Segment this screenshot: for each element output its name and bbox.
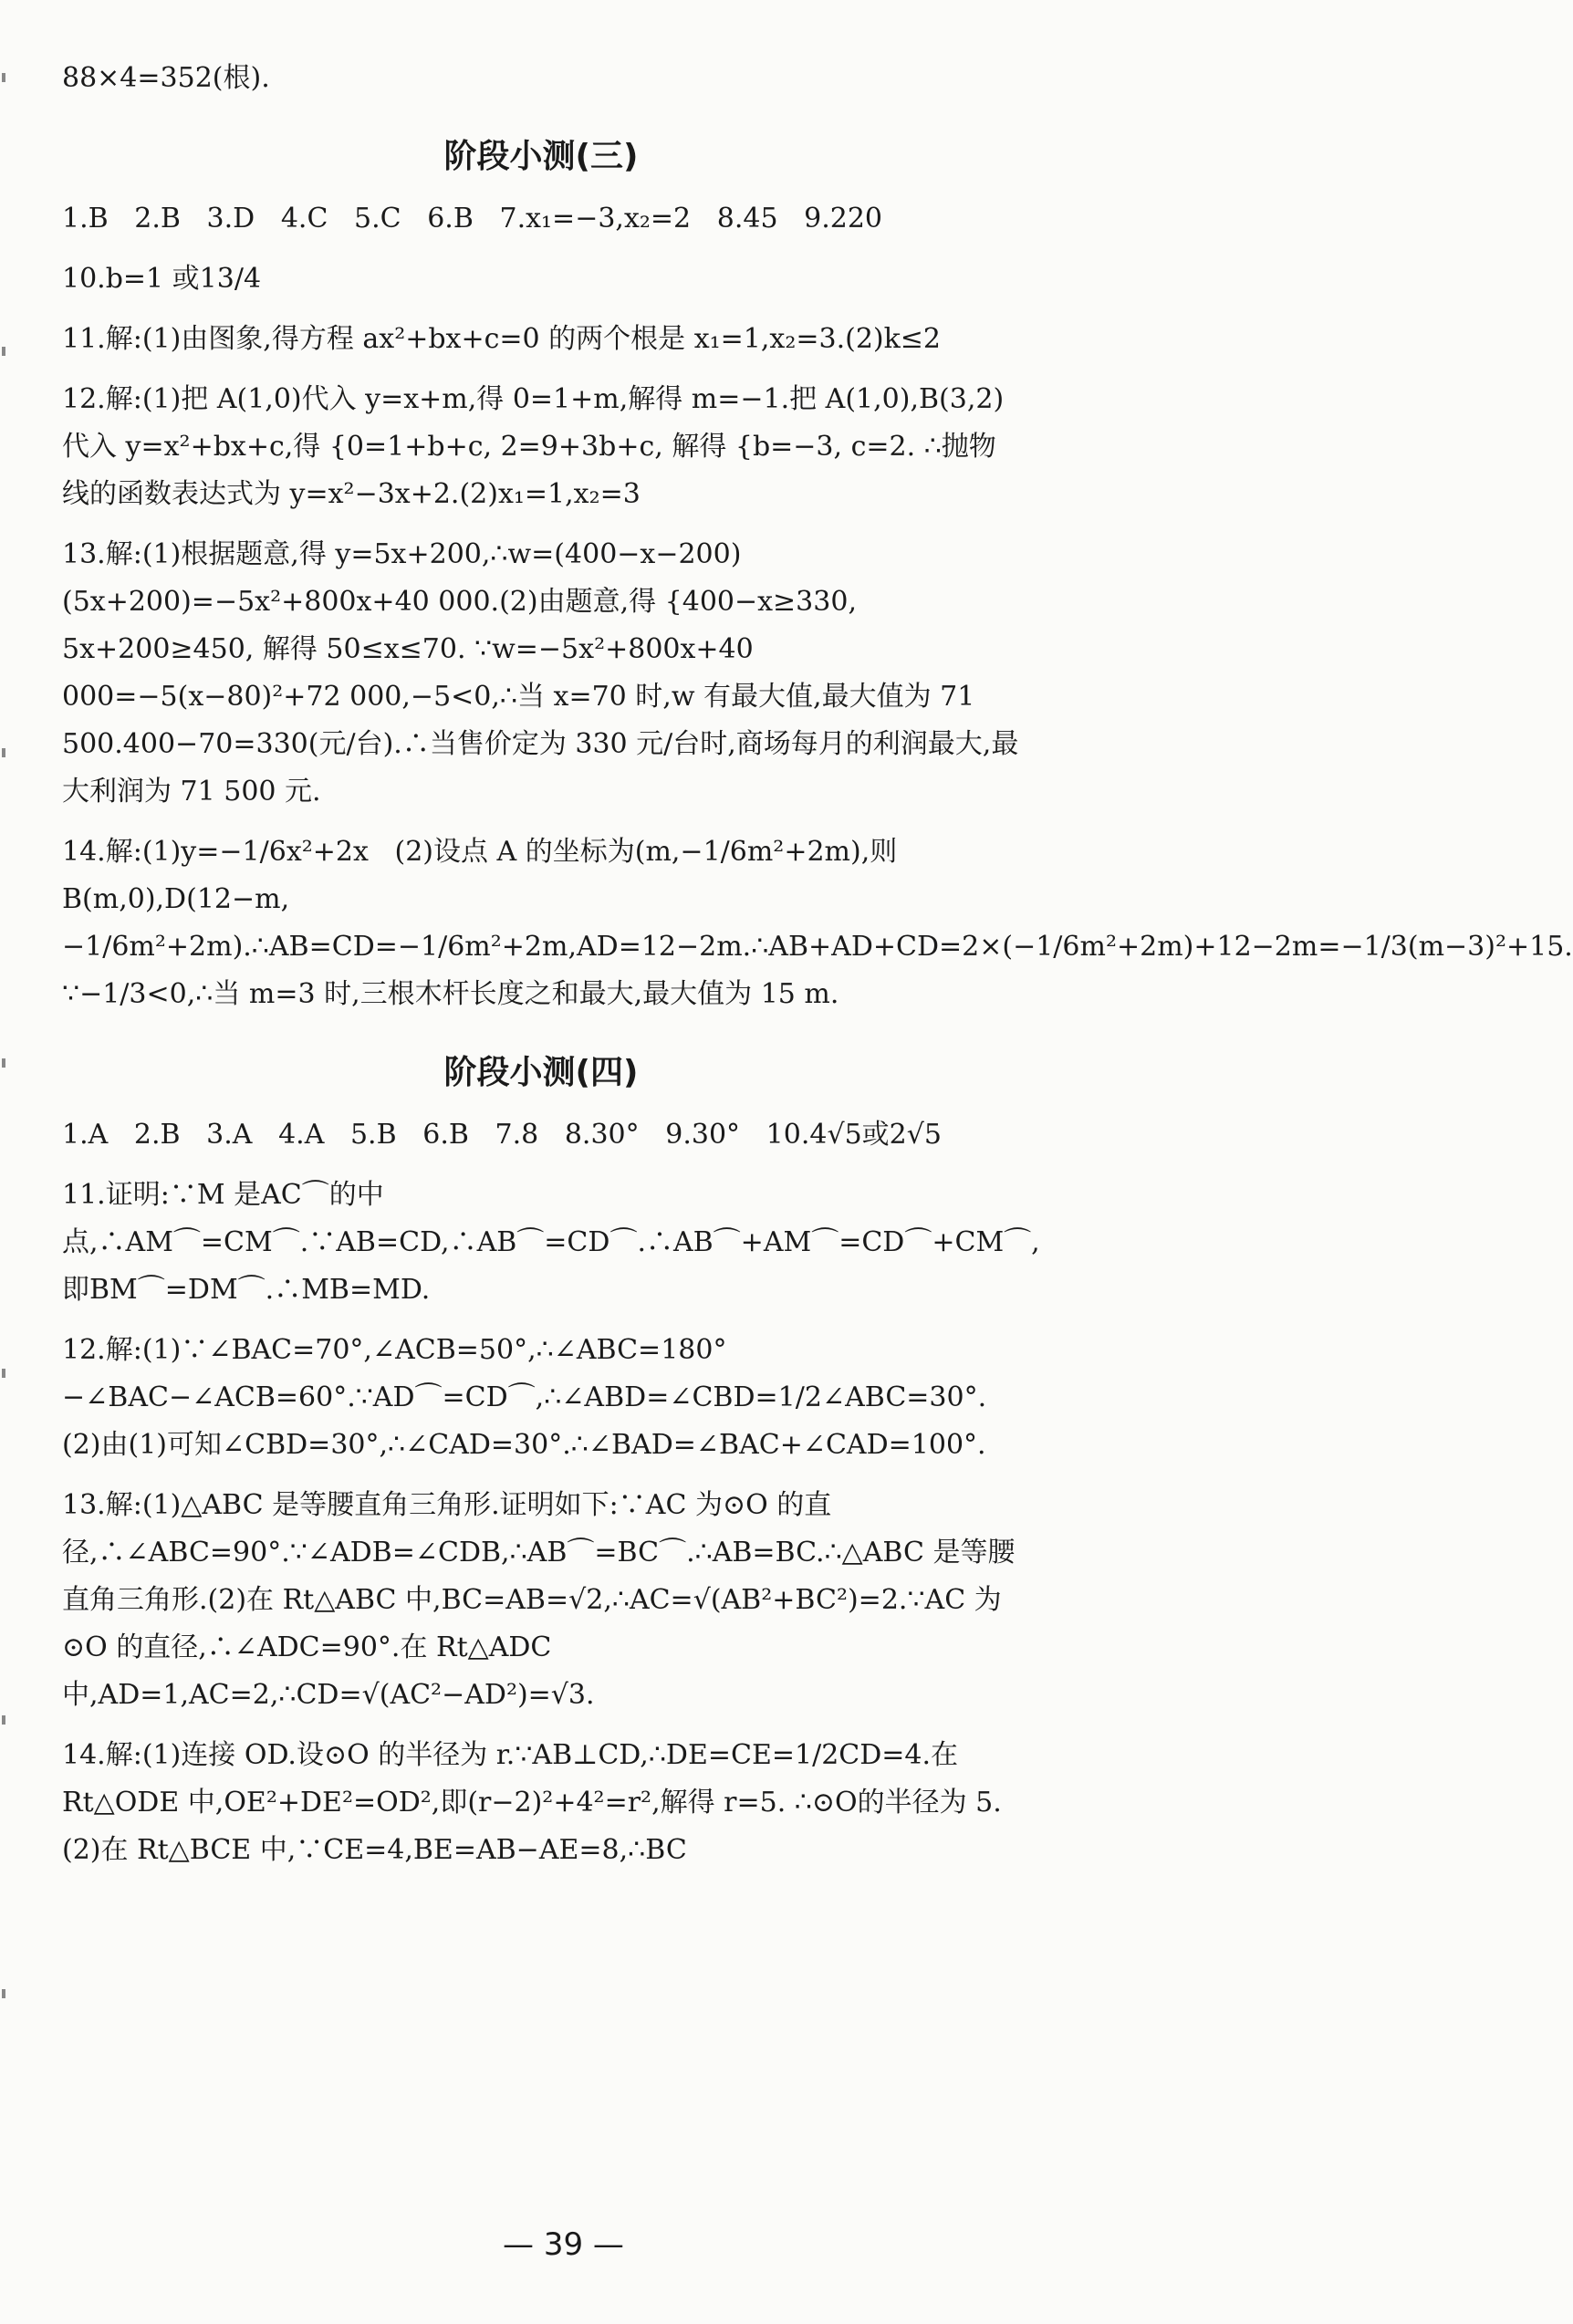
answer-line: 12.解:(1)∵∠BAC=70°,∠ACB=50°,∴∠ABC=180°−∠BAC−∠ACB=60°.∵AD⌒=CD⌒,∴∠ABD=∠CBD=1/2∠ABC=30°.(2)由(1)可知∠CBD=30°,∴∠CAD=30°.∴∠BAD=∠BAC+∠CAD=100°. [62, 1334, 987, 1461]
answer-line: 12.解:(1)把 A(1,0)代入 y=x+m,得 0=1+m,解得 m=−1.把 A(1,0),B(3,2)代入 y=x²+bx+c,得 {0=1+b+c, 2=9+3b+c, 解得 {b=−3, c=2. ∴抛物线的函数表达式为 y=x²−3x+2.(2)x₁=1,x₂=3 [62, 383, 1005, 510]
margin-mark [2, 748, 5, 757]
section-title: 阶段小测(四) [443, 1054, 639, 1091]
page-number: — 39 — [503, 2226, 624, 2263]
margin-mark [2, 1715, 5, 1725]
margin-mark [2, 1058, 5, 1068]
answer-line: 14.解:(1)y=−1/6x²+2x (2)设点 A 的坐标为(m,−1/6m²+2m),则 B(m,0),D(12−m,−1/6m²+2m).∴AB=CD=−1/6m²+2m,AD=12−2m.∴AB+AD+CD=2×(−1/6m²+2m)+12−2m=−1/3(m−3)²+15. ∵−1/3<0,∴当 m=3 时,三根木杆长度之和最大,最大值为 15 m. [62, 836, 1573, 1010]
answer-line: 13.解:(1)△ABC 是等腰直角三角形.证明如下:∵AC 为⊙O 的直径,∴∠ABC=90°.∵∠ADB=∠CDB,∴AB⌒=BC⌒.∴AB=BC.∴△ABC 是等腰直角三角形.(2)在 Rt△ABC 中,BC=AB=√2,∴AC=√(AB²+BC²)=2.∵AC 为⊙O 的直径,∴∠ADC=90°.在 Rt△ADC 中,AD=1,AC=2,∴CD=√(AC²−AD²)=√3. [62, 1489, 1016, 1711]
answer-line: 1.B 2.B 3.D 4.C 5.C 6.B 7.x₁=−3,x₂=2 8.45 9.220 [62, 203, 883, 234]
margin-mark [2, 1989, 5, 1998]
answer-line: 1.A 2.B 3.A 4.A 5.B 6.B 7.8 8.30° 9.30° 10.4√5或2√5 [62, 1119, 942, 1151]
answer-content [62, 55, 1573, 1874]
binding-margin-marks [0, 0, 11, 2324]
margin-mark [2, 1369, 5, 1378]
margin-mark [2, 347, 5, 356]
answer-line: 13.解:(1)根据题意,得 y=5x+200,∴w=(400−x−200)(5x+200)=−5x²+800x+40 000.(2)由题意,得 {400−x≥330, 5x+200≥450, 解得 50≤x≤70. ∵w=−5x²+800x+40 000=−5(x−80)²+72 000,−5<0,∴当 x=70 时,w 有最大值,最大值为 71 500.400−70=330(元/台).∴当售价定为 330 元/台时,商场每月的利润最大,最大利润为 71 500 元. [62, 538, 1019, 808]
answer-line: 14.解:(1)连接 OD.设⊙O 的半径为 r.∵AB⊥CD,∴DE=CE=1/2CD=4.在 Rt△ODE 中,OE²+DE²=OD²,即(r−2)²+4²=r²,解得 r=5. ∴⊙O的半径为 5.(2)在 Rt△BCE 中,∵CE=4,BE=AB−AE=8,∴BC [62, 1739, 1002, 1866]
margin-mark [2, 73, 5, 82]
answer-line: 11.解:(1)由图象,得方程 ax²+bx+c=0 的两个根是 x₁=1,x₂=3.(2)k≤2 [62, 323, 942, 355]
answer-line: 11.证明:∵M 是AC⌒的中点,∴AM⌒=CM⌒.∵AB=CD,∴AB⌒=CD⌒.∴AB⌒+AM⌒=CD⌒+CM⌒,即BM⌒=DM⌒.∴MB=MD. [62, 1179, 1040, 1306]
section-title: 阶段小测(三) [443, 138, 639, 175]
text-line: 88×4=352(根). [62, 62, 270, 94]
answer-line: 10.b=1 或13/4 [62, 263, 262, 295]
